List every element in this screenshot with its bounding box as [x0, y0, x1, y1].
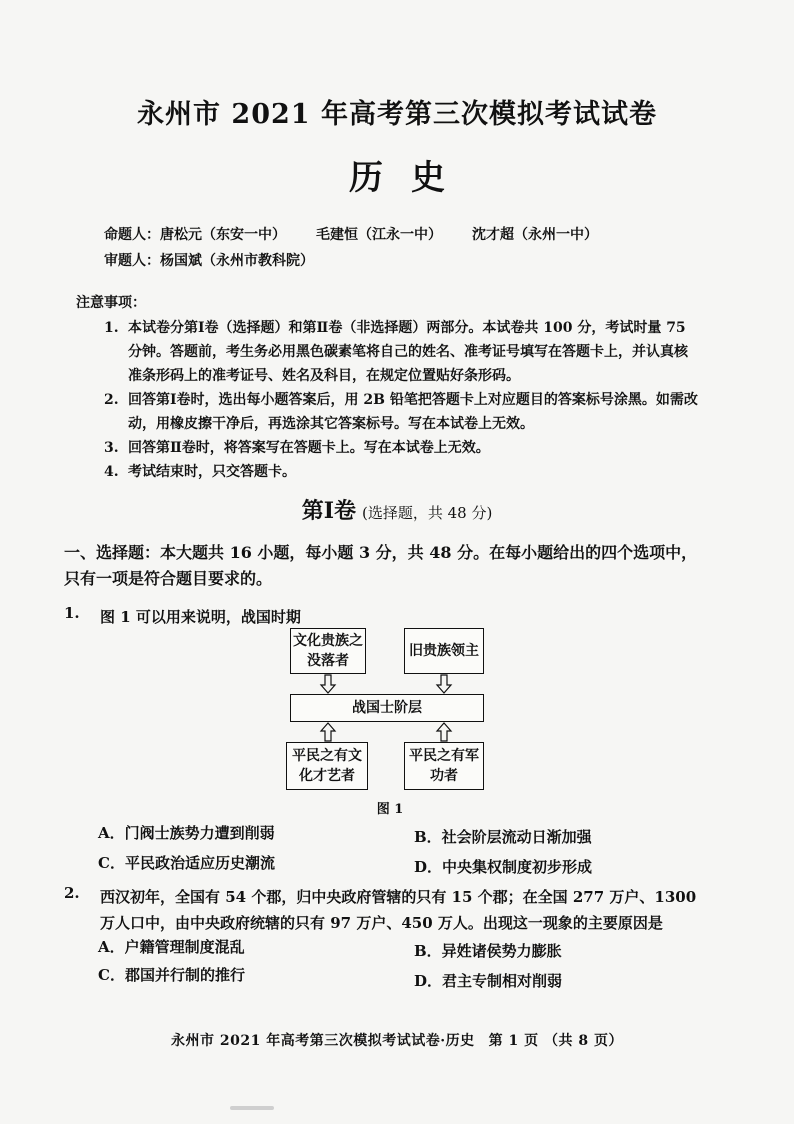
- notice-item-text: 回答第Ⅱ卷时，将答案写在答题卡上。写在本试卷上无效。: [128, 440, 490, 456]
- setters-line: [104, 224, 628, 244]
- notice-item-number: 1.: [104, 320, 119, 336]
- arrow-up-icon: [437, 723, 451, 741]
- notice-item: [104, 436, 700, 460]
- notice-heading: 注意事项：: [76, 295, 146, 311]
- page-footer: [0, 1030, 794, 1050]
- section-title: [0, 494, 794, 525]
- notice-item-number: 2.: [104, 392, 119, 408]
- reviewer-line: [104, 250, 344, 270]
- exam-title: 永州市 2021 年高考第三次模拟考试试卷: [137, 99, 657, 130]
- arrow-down-icon: [437, 675, 451, 693]
- q2-option-b: B．异姓诸侯势力膨胀: [414, 942, 562, 960]
- arrow-up-icon: [321, 723, 335, 741]
- notice-item-text: 本试卷分第Ⅰ卷（选择题）和第Ⅱ卷（非选择题）两部分。本试卷共 100 分，考试时量 75 分钟。答题前，考生务必用黑色碳素笔将自己的姓名、准考证号填写在答题卡上，并认真核准条形码上的准考证号、姓名及科目，在规定位置贴好条形码。: [128, 320, 688, 384]
- footer-title: 永州市 2021 年高考第三次模拟考试试卷·历史: [171, 1033, 475, 1049]
- setter-3: 沈才超（永州一中）: [472, 227, 598, 243]
- section-name: 第Ⅰ卷: [301, 498, 356, 524]
- arrow-down-icon: [321, 675, 335, 693]
- setter-1: 唐松元（东安一中）: [160, 227, 286, 243]
- notice-item: [104, 460, 700, 484]
- figure-1-diagram: [286, 624, 496, 794]
- q2-option-c: C．郡国并行制的推行: [98, 966, 245, 984]
- q1-option-d: D．中央集权制度初步形成: [414, 858, 593, 876]
- figure-caption: 图 1: [376, 802, 404, 817]
- notice-item-number: 4.: [104, 464, 119, 480]
- page-number: 第 1 页 （共 8 页）: [488, 1033, 623, 1049]
- notice-item: [104, 316, 700, 388]
- question-number: 1.: [64, 604, 80, 622]
- setter-2: 毛建恒（江永一中）: [316, 227, 442, 243]
- scan-smudge: [230, 1106, 274, 1110]
- box-talented-commoners: 平民之有文化才艺者: [286, 742, 368, 790]
- q1-option-a: A．门阀士族势力遭到削弱: [98, 824, 275, 842]
- question-2: [64, 884, 714, 936]
- q1-option-b: B．社会阶层流动日渐加强: [414, 828, 592, 846]
- notice-item: [104, 388, 700, 436]
- q2-option-d: D．君主专制相对削弱: [414, 972, 563, 990]
- box-old-nobility: 旧贵族领主: [404, 628, 484, 674]
- box-military-commoners: 平民之有军功者: [404, 742, 484, 790]
- question-stem: 图 1 可以用来说明，战国时期: [100, 608, 301, 626]
- notice-item-number: 3.: [104, 440, 119, 456]
- reviewer: 杨国斌（永州市教科院）: [160, 253, 314, 269]
- setters-label: 命题人：: [104, 227, 160, 243]
- question-number: 2.: [64, 884, 80, 902]
- notice-list: [104, 316, 700, 484]
- section-note: (选择题，共 48 分): [361, 504, 493, 522]
- box-shi-class: 战国士阶层: [290, 694, 484, 722]
- reviewer-label: 审题人：: [104, 253, 160, 269]
- subject-title: 历史: [349, 158, 473, 198]
- notice-item-text: 考试结束时，只交答题卡。: [128, 464, 296, 480]
- q1-option-c: C．平民政治适应历史潮流: [98, 854, 275, 872]
- question-stem: 西汉初年，全国有 54 个郡，归中央政府管辖的只有 15 个郡；在全国 277 万户、1300 万人口中，由中央政府统辖的只有 97 万户、450 万人。出现这一现象的主要原因是: [100, 888, 697, 932]
- notice-item-text: 回答第Ⅰ卷时，选出每小题答案后，用 2B 铅笔把答题卡上对应题目的答案标号涂黑。如需改动，用橡皮擦干净后，再选涂其它答案标号。写在本试卷上无效。: [128, 392, 698, 432]
- choice-instructions: 一、选择题：本大题共 16 小题，每小题 3 分，共 48 分。在每小题给出的四个选项中，只有一项是符合题目要求的。: [64, 543, 698, 588]
- q2-option-a: A．户籍管理制度混乱: [98, 938, 245, 956]
- box-cultural-aristocrats: 文化贵族之没落者: [290, 628, 366, 674]
